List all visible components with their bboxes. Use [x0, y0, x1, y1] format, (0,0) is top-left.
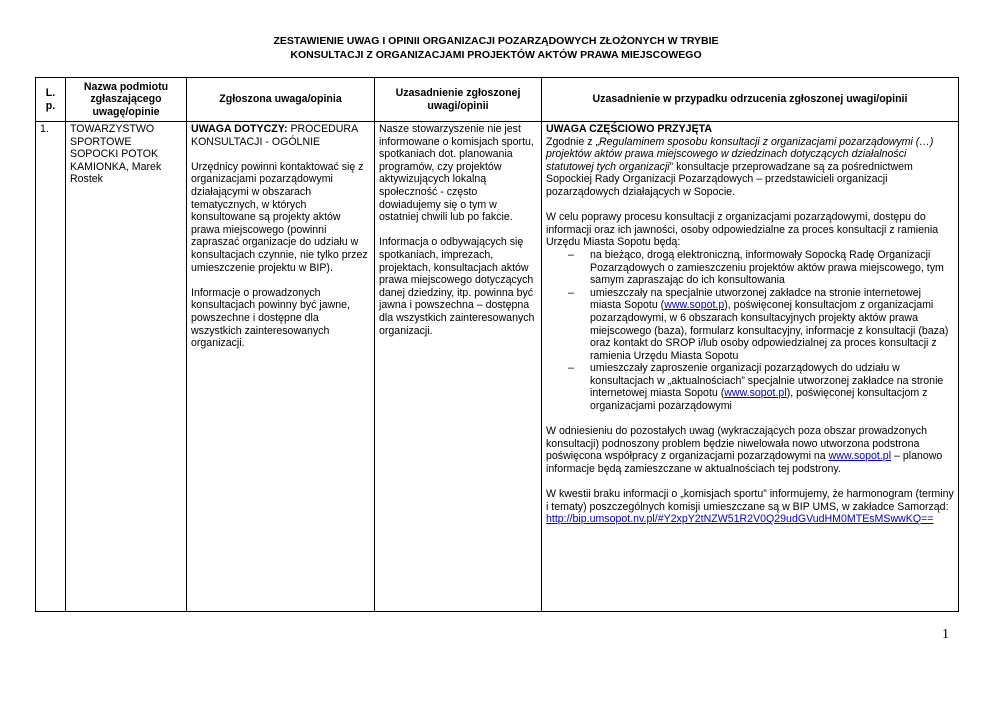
bullet-2-text-end: ), poświęconej konsultacjom z organizacjami pozarządowymi, w 6 obszarach konsultacyjnych projekty aktów prawa miejscowego (baza), formularz konsultacyjny, informacje z konsultacji (baza) oraz kontakt do SROP i/lub osoby odpowiedzialnej za proces konsultacji z ramienia Urzędu Miasta Sopotu [590, 299, 949, 362]
sopot-link[interactable]: www.sopot.p [664, 299, 725, 312]
dash-marker: – [568, 286, 574, 299]
list-item [546, 249, 954, 287]
header-lp: L. p. [36, 78, 66, 122]
response-p1-end: ” konsultacje przeprowadzane są za pośrednictwem Sopockiej Rady Organizacji Pozarządowych – przedstawicieli organizacji pozarządowych działających w Sopocie. [546, 160, 913, 198]
title-line-2: KONSULTACJI Z ORGANIZACJAMI PROJEKTÓW AKTÓW PRAWA MIEJSCOWEGO [290, 49, 702, 61]
remark-heading [191, 123, 370, 148]
justification-paragraph-1: Nasze stowarzyszenie nie jest informowane o komisjach sportu, spotkaniach dot. planowania programów, czy projektów aktywizujących lokalną społeczność - często dowiadujemy się o tym w ostatniej chwili lub po fakcie. [379, 123, 534, 224]
decision-label: UWAGA CZĘŚCIOWO PRZYJĘTA [546, 123, 712, 135]
bullet-1-text: na bieżąco, drogą elektroniczną, informowały Sopocką Radę Organizacji Pozarządowych o zamieszczeniu projektów aktów prawa miejscowego, tym samym zapraszając do ich konsultowania [590, 248, 944, 287]
response-p3-start: W odniesieniu do pozostałych uwag (wykraczających poza obszar prowadzonych konsultacji) podnoszony problem będzie niwelowała nowo utworzona podstrona poświęcona współpracy z organizacjami pozarządowymi na [546, 425, 927, 463]
header-rejection: Uzasadnienie w przypadku odrzucenia zgłoszonej uwagi/opinii [542, 78, 959, 122]
list-item [546, 362, 954, 412]
commitments-list [546, 249, 954, 413]
response-p3-end: – planowo informacje będą zamieszczane w aktualnościach tej podstrony. [546, 450, 943, 476]
bullet-3-text-start: umieszczały zaproszenie organizacji pozarządowych do udziału w konsultacjach w „aktualnościach” specjalnie utworzonej zakładce na stronie internetowej miasta Sopotu ( [590, 362, 944, 400]
bip-link[interactable]: http://bip.umsopot.nv.pl/#Y2xpY2tNZW51R2V0Q29udGVudHM0MTEsMSwwKQ== [546, 513, 934, 526]
remark-paragraph-1: Urzędnicy powinni kontaktować się z organizacjami pozarządowymi działającymi w obszarach tematycznych, w których konsultowane są projekty aktów prawa miejscowego (powinni zapraszać organizacje do udziału w konsultacjach czynnie, nie tylko przez umieszczenie projektu w BIP). [191, 160, 368, 274]
remarks-table [35, 77, 959, 612]
justification-paragraph-2: Informacja o odbywających się spotkaniach, imprezach, projektach, konsultacjach aktów prawa miejscowego dotyczących danej dziedziny, itp. powinna być jawna i powszechna – dostępna dla wszystkich zainteresowanych organizacji. [379, 236, 535, 337]
bullet-3-text-end: ), poświęconej konsultacjom z organizacjami pozarządowymi [590, 387, 928, 413]
sopot-link[interactable]: www.sopot.pl [828, 450, 892, 463]
page-number: 1 [942, 627, 949, 642]
response-paragraph-4: W kwestii braku informacji o „komisjach sportu” informujemy, że harmonogram (terminy i tematy) poszczególnych komisji umieszczane są w BIP UMS, w zakładce Samorząd: [546, 488, 954, 513]
dash-marker: – [568, 362, 574, 375]
cell-lp: 1. [36, 122, 66, 612]
response-paragraph-3 [546, 425, 954, 475]
list-item [546, 287, 954, 363]
cell-rejection [542, 122, 959, 612]
title-line-1: ZESTAWIENIE UWAG I OPINII ORGANIZACJI POZARZĄDOWYCH ZŁOŻONYCH W TRYBIE [273, 35, 719, 47]
remark-topic: PROCEDURA KONSULTACJI - OGÓLNIE [191, 123, 358, 148]
regulation-title: Regulaminem sposobu konsultacji z organizacjami pozarządowymi (…) projektów aktów prawa miejscowego w dziedzinach dotyczących działalności statutowej tych organizacji [546, 135, 934, 173]
response-p1-start: Zgodnie z „ [546, 135, 599, 148]
cell-entity: TOWARZYSTWO SPORTOWE SOPOCKI POTOK KAMIONKA, Marek Rostek [66, 122, 187, 612]
header-entity: Nazwa podmiotu zgłaszającego uwagę/opinie [66, 78, 187, 122]
cell-justification [375, 122, 542, 612]
bullet-2-text-start: umieszczały na specjalnie utworzonej zakładce na stronie internetowej miasta Sopotu ( [590, 286, 921, 312]
header-justification: Uzasadnienie zgłoszonej uwagi/opinii [375, 78, 542, 122]
header-remark: Zgłoszona uwaga/opinia [187, 78, 375, 122]
dash-marker: – [568, 248, 574, 261]
sopot-link[interactable]: www.sopot.pl [724, 387, 787, 400]
document-title [0, 34, 992, 62]
table-header-row [36, 78, 959, 122]
cell-remark [187, 122, 375, 612]
remark-paragraph-2: Informacje o prowadzonych konsultacjach powinny być jawne, powszechne i dostępne dla wszystkich zainteresowanych organizacji. [191, 286, 350, 350]
response-paragraph-2: W celu poprawy procesu konsultacji z organizacjami pozarządowymi, dostępu do informacji oraz ich jawności, osoby odpowiedzialne za proces konsultacji z ramienia Urzędu Miasta Sopotu będą: [546, 211, 939, 249]
remark-label: UWAGA DOTYCZY: [191, 123, 288, 135]
response-paragraph-1 [546, 136, 954, 199]
table-row [36, 122, 959, 612]
